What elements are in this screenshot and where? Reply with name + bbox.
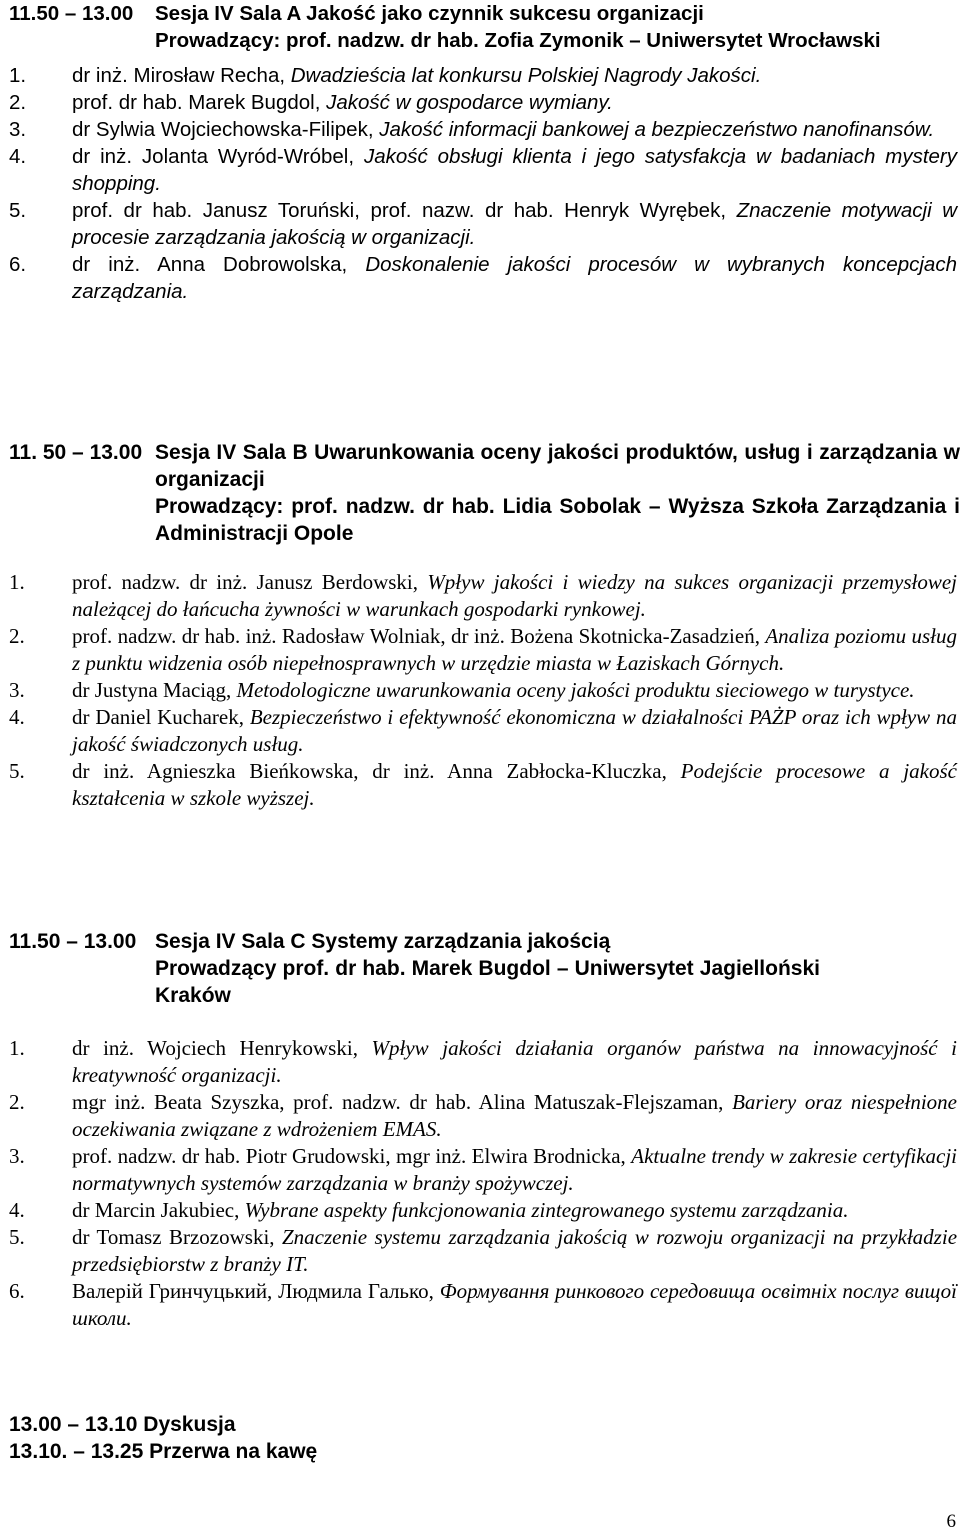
session-b-time: 11. 50 – 13.00 bbox=[9, 441, 143, 464]
paper-authors: mgr inż. Beata Szyszka, prof. nadzw. dr hab. Alina Matuszak-Flejszaman, bbox=[72, 1090, 733, 1114]
paper-number: 2. bbox=[9, 91, 27, 114]
paper-number: 6. bbox=[9, 253, 27, 276]
paper-item bbox=[0, 143, 960, 197]
paper-title: Формування ринкового середовища освітніх послуг вищої школи. bbox=[72, 1279, 957, 1330]
session-b-title: Sesja IV Sala B Uwarunkowania oceny jakości produktów, usług i zarządzania w organizacji bbox=[155, 441, 960, 491]
session-a-papers bbox=[0, 62, 960, 305]
paper-number: 4. bbox=[9, 1198, 25, 1222]
paper-authors: dr inż. Agnieszka Bieńkowska, dr inż. Anna Zabłocka-Kluczka, bbox=[72, 759, 681, 783]
session-c bbox=[0, 928, 960, 1332]
paper-item bbox=[0, 1143, 960, 1197]
paper-item bbox=[0, 197, 960, 251]
paper-title: Znaczenie motywacji w procesie zarządzania jakością w organizacji. bbox=[72, 199, 958, 249]
session-b bbox=[0, 439, 960, 812]
paper-title: Wybrane aspekty funkcjonowania zintegrowanego systemu zarządzania. bbox=[244, 1198, 849, 1222]
session-c-time: 11.50 – 13.00 bbox=[9, 930, 137, 953]
paper-title: Aktualne trendy w zakresie certyfikacji normatywnych systemów zarządzania w branży spożywczej. bbox=[72, 1144, 958, 1195]
paper-number: 3. bbox=[9, 678, 25, 702]
paper-title: Bariery oraz niespełnione oczekiwania związane z wdrożeniem EMAS. bbox=[72, 1090, 957, 1141]
paper-number: 1. bbox=[9, 64, 27, 87]
session-a-title: Sesja IV Sala A Jakość jako czynnik sukcesu organizacji bbox=[155, 2, 704, 25]
paper-number: 1. bbox=[9, 570, 25, 594]
paper-authors: prof. dr hab. Janusz Toruński, prof. nazw. dr hab. Henryk Wyrębek, bbox=[72, 199, 737, 222]
paper-title: Wpływ jakości i wiedzy na sukces organizacji przemysłowej należącej do łańcucha żywności w warunkach gospodarki rynkowej. bbox=[72, 570, 957, 621]
paper-item bbox=[0, 116, 960, 143]
paper-item bbox=[0, 623, 960, 677]
paper-number: 5. bbox=[9, 1225, 25, 1249]
paper-item bbox=[0, 1089, 960, 1143]
paper-item bbox=[0, 1197, 960, 1224]
paper-title: Jakość informacji bankowej a bezpieczeństwo nanofinansów. bbox=[379, 118, 935, 141]
paper-number: 1. bbox=[9, 1036, 25, 1060]
paper-number: 2. bbox=[9, 624, 25, 648]
paper-item bbox=[0, 704, 960, 758]
session-c-papers bbox=[0, 1035, 960, 1332]
paper-number: 6. bbox=[9, 1279, 25, 1303]
paper-authors: dr Daniel Kucharek, bbox=[72, 705, 250, 729]
paper-item bbox=[0, 62, 960, 89]
paper-title: Metodologiczne uwarunkowania oceny jakości produktu sieciowego w turystyce. bbox=[236, 678, 915, 702]
coffee-break: 13.10. – 13.25 Przerwa na kawę bbox=[9, 1440, 318, 1463]
paper-item bbox=[0, 569, 960, 623]
paper-title: Analiza poziomu usług z punktu widzenia osób niepełnosprawnych w urzędzie miasta w Łaziskach Górnych. bbox=[72, 624, 957, 675]
discussion-break: 13.00 – 13.10 Dyskusja bbox=[9, 1413, 236, 1436]
paper-title: Jakość w gospodarce wymiany. bbox=[326, 91, 613, 114]
paper-title: Podejście procesowe a jakość kształcenia w szkole wyższej. bbox=[72, 759, 957, 810]
paper-title: Dwadzieścia lat konkursu Polskiej Nagrody Jakości. bbox=[290, 64, 762, 87]
paper-authors: dr Sylwia Wojciechowska-Filipek, bbox=[72, 118, 380, 141]
paper-authors: Валерій Гринчуцький, Людмила Галько, bbox=[72, 1279, 440, 1303]
paper-item bbox=[0, 1224, 960, 1278]
paper-title: Wpływ jakości działania organów państwa na innowacyjność i kreatywność organizacji. bbox=[72, 1036, 957, 1087]
paper-number: 5. bbox=[9, 199, 27, 222]
paper-authors: dr Tomasz Brzozowski, bbox=[72, 1225, 282, 1249]
paper-number: 4. bbox=[9, 145, 27, 168]
paper-number: 4. bbox=[9, 705, 25, 729]
session-a-chair: Prowadzący: prof. nadzw. dr hab. Zofia Zymonik – Uniwersytet Wrocławski bbox=[155, 29, 881, 52]
session-c-title: Sesja IV Sala C Systemy zarządzania jakością bbox=[155, 930, 611, 953]
session-a-time: 11.50 – 13.00 bbox=[9, 2, 134, 25]
session-c-chair: Prowadzący prof. dr hab. Marek Bugdol – Uniwersytet Jagielloński Kraków bbox=[155, 957, 820, 1007]
paper-authors: dr inż. Jolanta Wyród-Wróbel, bbox=[72, 145, 364, 168]
paper-item bbox=[0, 1035, 960, 1089]
paper-authors: prof. dr hab. Marek Bugdol, bbox=[72, 91, 327, 114]
paper-item bbox=[0, 677, 960, 704]
paper-authors: prof. nadzw. dr inż. Janusz Berdowski, bbox=[72, 570, 428, 594]
session-a bbox=[0, 0, 960, 305]
paper-item bbox=[0, 758, 960, 812]
session-b-chair: Prowadzący: prof. nadzw. dr hab. Lidia Sobolak – Wyższa Szkoła Zarządzania i Administracji Opole bbox=[155, 495, 960, 545]
paper-authors: dr Justyna Maciąg, bbox=[72, 678, 237, 702]
session-c-header bbox=[0, 928, 960, 1009]
paper-number: 2. bbox=[9, 1090, 25, 1114]
paper-title: Jakość obsługi klienta i jego satysfakcja w badaniach mystery shopping. bbox=[72, 145, 958, 195]
paper-item bbox=[0, 251, 960, 305]
paper-number: 3. bbox=[9, 1144, 25, 1168]
session-a-header bbox=[0, 0, 960, 54]
paper-authors: dr Marcin Jakubiec, bbox=[72, 1198, 245, 1222]
paper-authors: prof. nadzw. dr hab. inż. Radosław Wolniak, dr inż. Bożena Skotnicka-Zasadzień, bbox=[72, 624, 766, 648]
paper-authors: prof. nadzw. dr hab. Piotr Grudowski, mgr inż. Elwira Brodnicka, bbox=[72, 1144, 632, 1168]
paper-authors: dr inż. Mirosław Recha, bbox=[72, 64, 291, 87]
paper-authors: dr inż. Anna Dobrowolska, bbox=[72, 253, 366, 276]
paper-item bbox=[0, 89, 960, 116]
page-number: 6 bbox=[946, 1511, 956, 1532]
paper-number: 3. bbox=[9, 118, 27, 141]
paper-authors: dr inż. Wojciech Henrykowski, bbox=[72, 1036, 372, 1060]
paper-title: Bezpieczeństwo i efektywność ekonomiczna w działalności PAŻP oraz ich wpływ na jakość świadczonych usług. bbox=[72, 705, 958, 756]
paper-title: Znaczenie systemu zarządzania jakością w rozwoju organizacji na przykładzie przedsiębiorstw z branży IT. bbox=[72, 1225, 958, 1276]
session-b-papers bbox=[0, 569, 960, 812]
paper-item bbox=[0, 1278, 960, 1332]
paper-title: Doskonalenie jakości procesów w wybranych koncepcjach zarządzania. bbox=[72, 253, 957, 303]
paper-number: 5. bbox=[9, 759, 25, 783]
session-b-header bbox=[0, 439, 960, 547]
